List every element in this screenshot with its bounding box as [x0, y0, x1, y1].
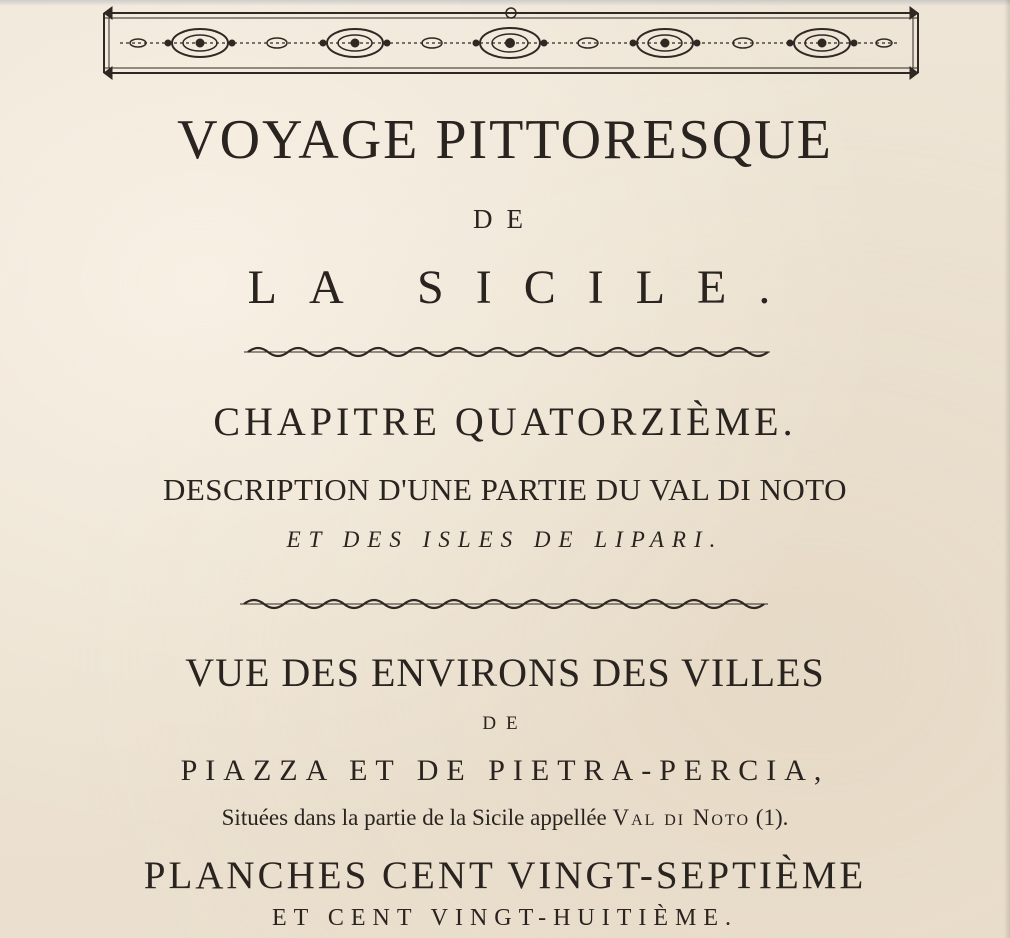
title-connector: DE [473, 204, 537, 234]
location-note-text: Situées dans la partie de la Sicile appellée [221, 805, 613, 830]
location-note-region: Val di Noto [612, 805, 751, 830]
title-place: LA SICILE. [247, 261, 803, 314]
section-places: PIAZZA ET DE PIETRA-PERCIA, [180, 754, 830, 787]
footnote-marker: (1). [750, 805, 789, 830]
plates-subtitle: ET CENT VINGT-HUITIÈME. [271, 905, 739, 931]
plates-title: PLANCHES CENT VINGT-SEPTIÈME [143, 854, 867, 897]
section-location-note [0, 806, 1010, 829]
floral-headpiece-ornament [0, 0, 1010, 90]
chapter-description-line-1: DESCRIPTION D'UNE PARTIE DU VAL DI NOTO [162, 472, 848, 507]
book-title: VOYAGE PITTORESQUE [177, 109, 833, 171]
section-title: VUE DES ENVIRONS DES VILLES [185, 650, 825, 695]
chapter-description-line-2: ET DES ISLES DE LIPARI. [286, 527, 724, 552]
chapter-title: CHAPITRE QUATORZIÈME. [213, 399, 797, 444]
section-connector: DE [482, 713, 528, 734]
